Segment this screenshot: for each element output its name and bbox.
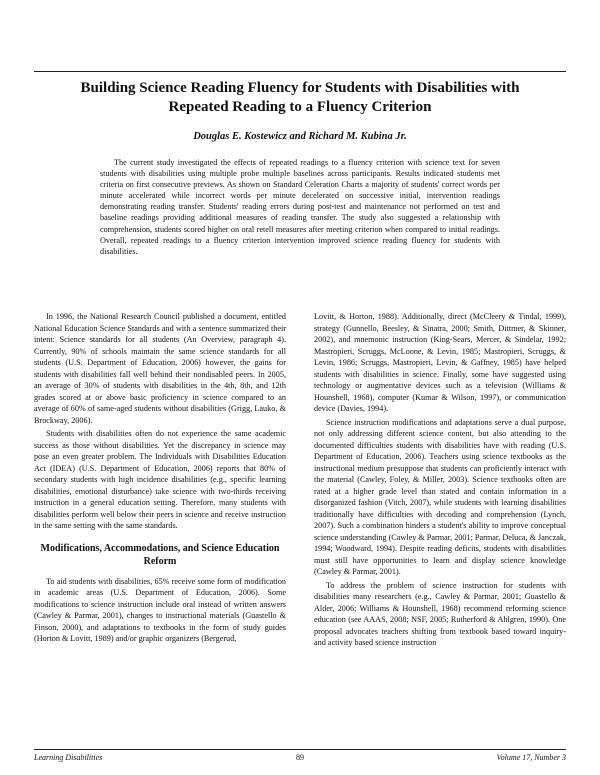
section-heading: Modifications, Accommodations, and Science Education Reform <box>40 542 280 567</box>
right-column <box>314 311 566 651</box>
right-para-1: Lovitt, & Horton, 1988). Additionally, direct (McCleery & Tindal, 1999), strategy (Gunnello, Beesley, & Sinatra, 2000; Smith, Dittmer, & Skinner, 2002), and mnemonic instruction (King-Sears, Mercer, & Sindelar, 1992; Mastropieri, Scruggs, McLoone, & Levin, 1985; Mastropieri, Scruggs, & Levin, 1986; Scruggs, Mastropieri, Levin, & Gaffney, 1985) have helped students with disabilities in science. Finally, some have suggested using technology or augmentative devices such as a television (Williams & Hounshell, 1968), computer (Kumar & Wilson, 1997), or communication device (Davies, 1994). <box>314 312 566 413</box>
footer-page-number: 89 <box>296 753 304 762</box>
right-para-3: To address the problem of science instruction for students with disabilities many researchers (e.g., Cawley & Parmar, 2001; Guastello & Alder, 2006; Williams & Hounshell, 1968) recommend reforming science education (see AAAS, 2008; NSF, 2005; Rutherford & Ahlgren, 1990). One proposal advocates teachers shifting from textbook based toward inquiry- and activity based science instruction <box>314 580 566 647</box>
right-para-2: Science instruction modifications and adaptations serve a dual purpose, not only addressing different science content, but also attending to the documented difficulties students with disabilities have with reading (U.S. Department of Education, 2006). Teachers using science textbooks as the instructional medium presuppose that students can proficiently interact with the material (Cawley, Foley, & Miller, 2003). Science textbooks often are rated at a higher grade level than stated and contain information in a disorganized fashion (Vitch, 2007), while students with learning disabilities traditionally have difficulties with decoding and comprehension (Lynch, 2007). Such a combination hinders a student's ability to improve conceptual science understanding (Cawley & Parmar, 2001; Parmar, Deluca, & Janczak, 1994; Woodward, 1994). Despite reading deficits, students with disabilities must still have opportunities to learn and display science knowledge (Cawley & Parmar, 2001). <box>314 417 566 576</box>
footer-volume: Volume 17, Number 3 <box>496 753 566 762</box>
top-rule <box>34 71 566 72</box>
left-para-2: Students with disabilities often do not experience the same academic success as those without disabilities. Yet the discrepancy in science may pose an even greater problem. The Individuals with Disabilities Education Act (IDEA) (U.S. Department of Education, 2006) reports that 80% of secondary students with high incidence disabilities (e.g., specific learning disabilities, emotional disturbance) take science with two-thirds receiving instruction in a general education setting. Therefore, many students with disabilities perform well below their peers in science and receive instruction in the same setting with the same standards. <box>34 429 286 530</box>
footer-journal: Learning Disabilities <box>34 753 103 762</box>
abstract: The current study investigated the effects of repeated readings to a fluency criterion with science text for seven students with disabilities using multiple probe multiple baselines across participants. Results indicated students met criteria on first consecutive previews. As shown on Standard Celeration Charts a majority of students' correct words per minute accelerated while incorrect words per minute decelerated on successive initial, intervention readings demonstrating reading transfer. Students' reading errors during post-test and maintenance not performed on test and baseline readings providing additional measures of reading transfer. The study also suggested a relationship with comprehension, students scored higher on oral retell measures after meeting criterion when compared to initial readings. Overall, repeated readings to a fluency criterion intervention improved science reading fluency for students with disabilities. <box>100 158 500 256</box>
left-column <box>34 311 286 647</box>
title-line-2: Repeated Reading to a Fluency Criterion <box>168 99 432 115</box>
left-para-1: In 1996, the National Research Council published a document, entitled National Education Science Standards and with a sentence summarized their intent: Science standards for all students (An Overview, paragraph 4). Currently, 90% of schools maintain the same science standards for all students (U.S. Department of Education, 2006) however, the gains for students with disabilities fall well behind their nondisabled peers. In 2005, an average of 30% of students with disabilities in the 4th, 8th, and 12th grades scored at or above basic proficiency in science compared to an average of 60% of same-aged students without disabilities (Grigg, Lauko, & Brockway, 2006). <box>34 312 286 425</box>
authors: Douglas E. Kostewicz and Richard M. Kubina Jr. <box>193 131 407 142</box>
left-para-3: To aid students with disabilities, 65% receive some form of modification in academic areas (U.S. Department of Education, 2006). Some modifications to science instruction include oral instead of written answers (Cawley & Parmar, 2001), changes to instructional materials (Guastello & Finson, 2000), and adaptations to textbooks in the form of study guides (Horton & Lovitt, 1989) and/or graphic organizers (Bergerud, <box>34 576 286 643</box>
title-line-1: Building Science Reading Fluency for Students with Disabilities with <box>80 80 520 96</box>
bottom-rule <box>34 749 566 750</box>
